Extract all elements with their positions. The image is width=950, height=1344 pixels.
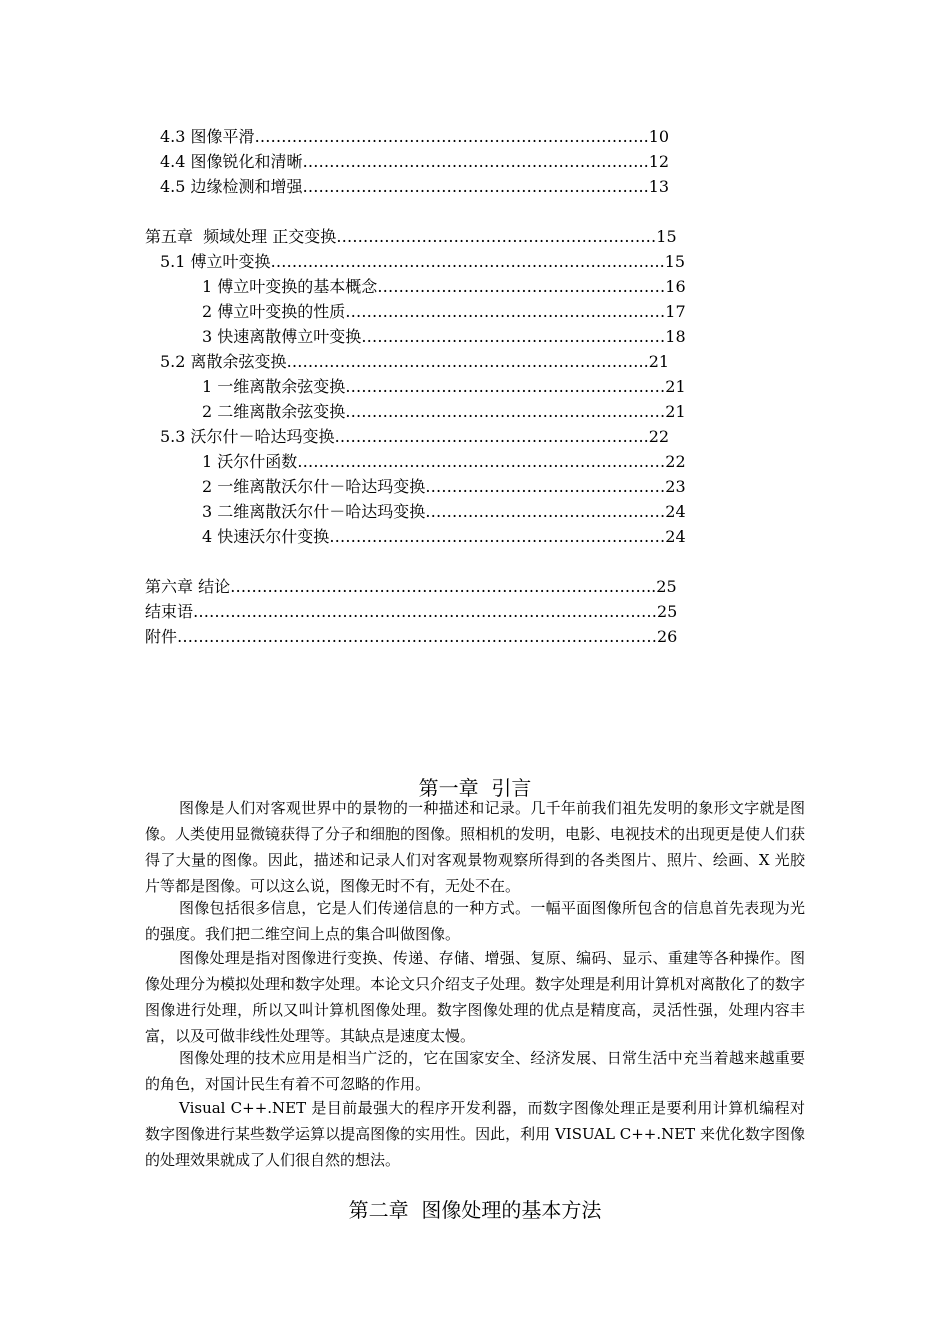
paragraph-3: 图像处理是指对图像进行变换、传递、存储、增强、复原、编码、显示、重建等各种操作。图像处理分为模拟处理和数字处理。本论文只介绍支子处理。数字处理是利用计算机对离散化了的数字图像进行处理，所以又叫计算机图像处理。数字图像处理的优点是精度高，灵活性强，处理内容丰富，以及可做非线性处理等。其缺点是速度太慢。: [145, 949, 806, 1045]
toc-entry-chapter-5: 第五章 频域处理 正交变换……………………………………………………15: [145, 227, 677, 246]
toc-entry-5-3-4: 4 快速沃尔什变换………………………………………………………24: [202, 527, 686, 546]
toc-entry-5-2: 5.2 离散余弦变换…………………………………………………………..21: [160, 352, 670, 371]
toc-entry-5-3-1: 1 沃尔什函数……………………………………………………………22: [202, 452, 686, 471]
paragraph-5: Visual C++.NET 是目前最强大的程序开发利器，而数字图像处理正是要利用计算机编程对数字图像进行某些数学运算以提高图像的实用性。因此，利用 VISUAL C++.NET 来优化数字图像的处理效果就成了人们很自然的想法。: [145, 1099, 805, 1169]
toc-entry-5-1-3: 3 快速离散傅立叶变换…………………………………………………18: [202, 327, 686, 346]
toc-entry-chapter-6: 第六章 结论……………………………………………………………………..25: [145, 577, 677, 596]
toc-entry-4-5: 4.5 边缘检测和增强………………………………………………………..13: [160, 177, 670, 196]
toc-entry-conclusion: 结束语……………………………………………………………………………25: [145, 602, 678, 621]
toc-entry-5-2-2: 2 二维离散余弦变换……………………………………………………21: [202, 402, 686, 421]
toc-entry-5-2-1: 1 一维离散余弦变换……………………………………………………21: [202, 377, 686, 396]
chapter-2-title: 第二章 图像处理的基本方法: [348, 1198, 602, 1222]
toc-entry-5-1: 5.1 傅立叶变换………………………………………………………………..15: [160, 252, 686, 271]
chapter-1-title: 第一章 引言: [418, 776, 532, 800]
toc-entry-appendix: 附件………………………………………………………………………………26: [145, 627, 678, 646]
toc-entry-5-3-3: 3 二维离散沃尔什－哈达玛变换………………………………………24: [202, 502, 686, 521]
paragraph-1: 图像是人们对客观世界中的景物的一种描述和记录。几千年前我们祖先发明的象形文字就是图像。人类使用显微镜获得了分子和细胞的图像。照相机的发明，电影、电视技术的出现更是使人们获得了大量的图像。因此，描述和记录人们对客观景物观察所得到的各类图片、照片、绘画、X 光胶片等都是图像。可以这么说，图像无时不有，无处不在。: [145, 799, 806, 895]
toc-entry-4-4: 4.4 图像锐化和清晰………………………………………………………..12: [160, 152, 670, 171]
toc-entry-5-3: 5.3 沃尔什－哈达玛变换…………………………………………………..22: [160, 427, 670, 446]
toc-entry-5-1-2: 2 傅立叶变换的性质……………………………………………………17: [202, 302, 686, 321]
toc-entry-5-1-1: 1 傅立叶变换的基本概念………………………………………………16: [202, 277, 686, 296]
toc-entry-4-3: 4.3 图像平滑………………………………………………………………..10: [160, 127, 670, 146]
toc-entry-5-3-2: 2 一维离散沃尔什－哈达玛变换………………………………………23: [202, 477, 686, 496]
paragraph-4: 图像处理的技术应用是相当广泛的，它在国家安全、经济发展、日常生活中充当着越来越重要的角色，对国计民生有着不可忽略的作用。: [145, 1049, 805, 1093]
paragraph-2: 图像包括很多信息，它是人们传递信息的一种方式。一幅平面图像所包含的信息首先表现为光的强度。我们把二维空间上点的集合叫做图像。: [145, 899, 805, 943]
